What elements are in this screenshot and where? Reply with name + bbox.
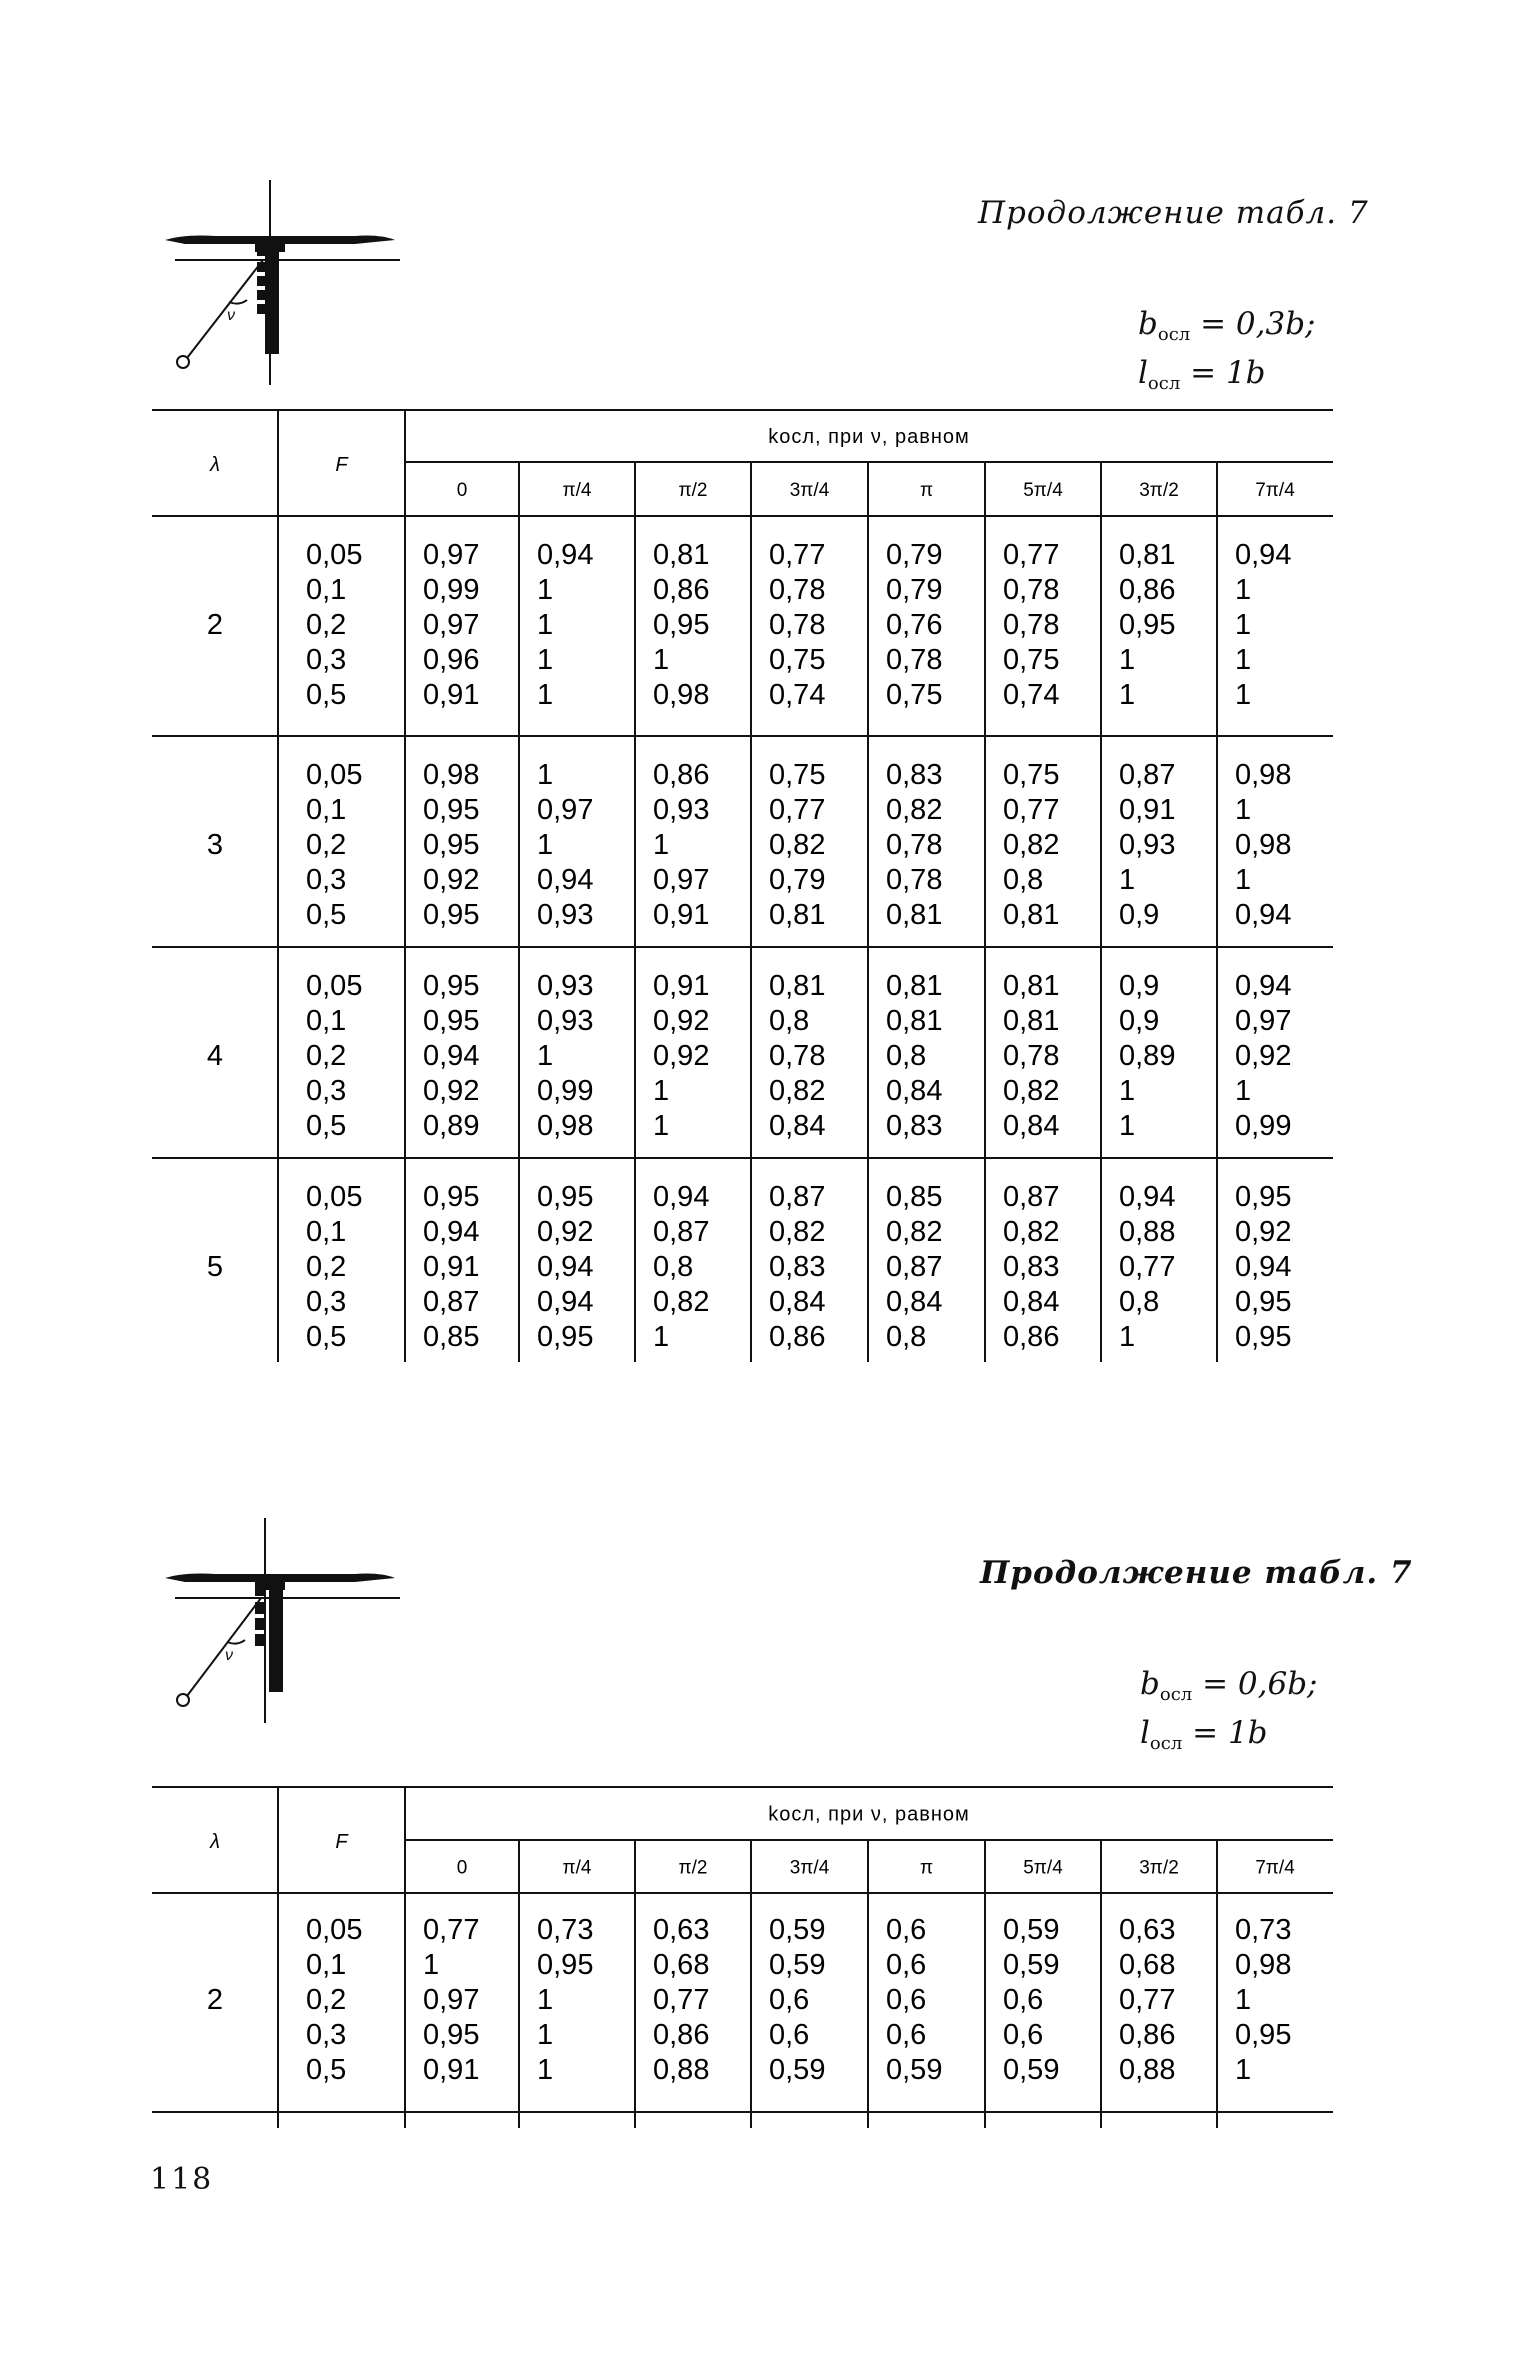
table-cell: 1	[537, 574, 554, 606]
table-cell: 0,85	[423, 1321, 480, 1353]
table-cell: 0,98	[1235, 829, 1292, 861]
table-cell: 0,82	[886, 1216, 943, 1248]
table-cell: 0,86	[1003, 1321, 1060, 1353]
table-cell: 0,77	[769, 794, 826, 826]
lambda-value: 2	[206, 609, 224, 641]
header-angle: 7π/4	[1255, 480, 1295, 501]
f-value: 0,05	[306, 1181, 363, 1213]
table-cell: 0,83	[886, 1110, 943, 1142]
header-f: F	[335, 1831, 348, 1853]
table-cell: 0,94	[1235, 1251, 1292, 1283]
table-cell: 0,82	[1003, 829, 1060, 861]
f-value: 0,3	[306, 2019, 347, 2051]
table-cell: 0,92	[1235, 1216, 1292, 1248]
table-cell: 0,77	[1119, 1984, 1176, 2016]
table-cell: 0,95	[423, 1005, 480, 1037]
table-cell: 0,87	[653, 1216, 710, 1248]
table-cell: 0,81	[1003, 1005, 1060, 1037]
table-cell: 0,97	[537, 794, 594, 826]
table-cell: 1	[537, 2054, 554, 2086]
table-cell: 1	[1235, 1984, 1252, 2016]
f-value: 0,05	[306, 970, 363, 1002]
table-cell: 1	[1119, 644, 1136, 676]
table-cell: 0,95	[537, 1181, 594, 1213]
f-value: 0,2	[306, 829, 347, 861]
table-cell: 0,91	[653, 970, 710, 1002]
table-cell: 0,92	[537, 1216, 594, 1248]
table-cell: 0,75	[1003, 759, 1060, 791]
table-cell: 1	[537, 609, 554, 641]
table-cell: 0,92	[423, 1075, 480, 1107]
dimension-params: $b_{осл} = 0,3b$; $l_{осл} = 1b$	[1138, 306, 1316, 394]
table-cell: 0,91	[423, 2054, 480, 2086]
table-cell: 0,96	[423, 644, 480, 676]
table-cell: 0,6	[1003, 1984, 1044, 2016]
table-cell: 0,78	[769, 574, 826, 606]
table-cell: 0,87	[423, 1286, 480, 1318]
table-cell: 0,91	[1119, 794, 1176, 826]
table-cell: 0,88	[1119, 1216, 1176, 1248]
table-cell: 0,99	[423, 574, 480, 606]
table-cell: 0,82	[769, 829, 826, 861]
header-angle: 0	[456, 480, 468, 501]
table-cell: 0,83	[886, 759, 943, 791]
header-angle: π/2	[678, 480, 708, 501]
table-cell: 0,8	[653, 1251, 694, 1283]
header-f: F	[335, 454, 348, 476]
table-cell: 0,92	[653, 1040, 710, 1072]
f-value: 0,3	[306, 644, 347, 676]
table-cell: 1	[1235, 1075, 1252, 1107]
table-cell: 0,93	[537, 970, 594, 1002]
table-cell: 0,84	[886, 1286, 943, 1318]
table-cell: 0,94	[423, 1216, 480, 1248]
table-cell: 0,75	[1003, 644, 1060, 676]
f-value: 0,1	[306, 794, 347, 826]
f-value: 0,2	[306, 1984, 347, 2016]
table-cell: 0,86	[653, 759, 710, 791]
table-cell: 0,92	[423, 864, 480, 896]
f-value: 0,5	[306, 899, 347, 931]
f-value: 0,5	[306, 1321, 347, 1353]
svg-text:ν: ν	[225, 1647, 233, 1664]
table-cell: 0,86	[653, 2019, 710, 2051]
table-cell: 0,63	[1119, 1914, 1176, 1946]
table-cell: 0,84	[769, 1110, 826, 1142]
table-cell: 0,6	[886, 1984, 927, 2016]
table-cell: 1	[1119, 864, 1136, 896]
table-cell: 1	[653, 1110, 670, 1142]
table-cell: 0,87	[769, 1181, 826, 1213]
table-cell: 0,97	[423, 1984, 480, 2016]
table-cell: 0,97	[423, 609, 480, 641]
table-cell: 0,81	[769, 970, 826, 1002]
table-cell: 1	[1235, 574, 1252, 606]
table-cell: 0,75	[886, 679, 943, 711]
table-cell: 0,73	[537, 1914, 594, 1946]
table-cell: 0,59	[769, 2054, 826, 2086]
f-value: 0,1	[306, 1216, 347, 1248]
table-cell: 1	[1235, 794, 1252, 826]
table-cell: 0,82	[1003, 1075, 1060, 1107]
lambda-value: 4	[206, 1040, 224, 1072]
table-cell: 1	[537, 1984, 554, 2016]
table-cell: 0,95	[537, 1321, 594, 1353]
table-cell: 0,83	[769, 1251, 826, 1283]
table-cell: 0,95	[653, 609, 710, 641]
table-cell: 0,92	[1235, 1040, 1292, 1072]
table-cell: 1	[1235, 609, 1252, 641]
table-cell: 0,78	[769, 1040, 826, 1072]
table-cell: 0,75	[769, 644, 826, 676]
header-angle: π/4	[562, 1857, 592, 1879]
table-cell: 0,6	[886, 1949, 927, 1981]
header-angle: 3π/4	[789, 480, 830, 501]
table-cell: 0,74	[1003, 679, 1060, 711]
table-cell: 0,9	[1119, 1005, 1160, 1037]
table-cell: 0,77	[423, 1914, 480, 1946]
table-cell: 1	[537, 759, 554, 791]
table-cell: 0,94	[537, 539, 594, 571]
header-angle: 3π/2	[1139, 480, 1179, 501]
table-cell: 1	[423, 1949, 440, 1981]
table-cell: 0,77	[1003, 539, 1060, 571]
table-cell: 0,95	[423, 2019, 480, 2051]
f-value: 0,1	[306, 574, 347, 606]
table-cell: 0,6	[769, 2019, 810, 2051]
f-value: 0,2	[306, 609, 347, 641]
table-cell: 0,94	[1235, 539, 1292, 571]
table-cell: 0,78	[769, 609, 826, 641]
table-cell: 0,94	[537, 1286, 594, 1318]
table-cell: 0,8	[769, 1005, 810, 1037]
header-angle: π/2	[678, 1857, 708, 1879]
table-cell: 0,75	[769, 759, 826, 791]
table-cell: 0,81	[1003, 970, 1060, 1002]
table-cell: 0,78	[1003, 574, 1060, 606]
table-caption: Продолжение табл. 7	[980, 1555, 1413, 1591]
table-cell: 0,73	[1235, 1914, 1292, 1946]
table-cell: 0,78	[886, 829, 943, 861]
table-cell: 0,99	[537, 1075, 594, 1107]
table-cell: 0,87	[886, 1251, 943, 1283]
table-cell: 0,95	[423, 899, 480, 931]
table-cell: 1	[653, 829, 670, 861]
table-cell: 0,81	[886, 970, 943, 1002]
page-number: 118	[150, 2162, 214, 2197]
table-cell: 0,95	[423, 794, 480, 826]
header-angle: π/4	[562, 480, 592, 501]
table-cell: 0,78	[886, 644, 943, 676]
table-cell: 0,83	[1003, 1251, 1060, 1283]
table-cell: 0,95	[1119, 609, 1176, 641]
f-value: 0,05	[306, 759, 363, 791]
f-value: 0,5	[306, 2054, 347, 2086]
table-caption: Продолжение табл. 7	[978, 195, 1369, 231]
table-cell: 0,94	[537, 864, 594, 896]
table-cell: 0,89	[1119, 1040, 1176, 1072]
table-cell: 0,94	[1119, 1181, 1176, 1213]
table-cell: 0,59	[769, 1914, 826, 1946]
table-cell: 0,6	[769, 1984, 810, 2016]
table-cell: 0,98	[423, 759, 480, 791]
table-cell: 0,91	[653, 899, 710, 931]
table-cell: 0,78	[886, 864, 943, 896]
table-cell: 0,97	[653, 864, 710, 896]
header-angle: 3π/4	[789, 1857, 830, 1879]
table-cell: 0,94	[423, 1040, 480, 1072]
lambda-value: 5	[206, 1251, 224, 1283]
table-cell: 0,68	[1119, 1949, 1176, 1981]
table-cell: 0,86	[653, 574, 710, 606]
table-cell: 0,82	[769, 1216, 826, 1248]
header-angle: π	[919, 1857, 934, 1879]
table-cell: 0,59	[769, 1949, 826, 1981]
table-cell: 0,77	[769, 539, 826, 571]
table-cell: 0,84	[1003, 1286, 1060, 1318]
table-cell: 0,98	[1235, 759, 1292, 791]
table-cell: 0,86	[1119, 574, 1176, 606]
svg-text:ν: ν	[227, 307, 235, 324]
table-cell: 1	[1119, 1075, 1136, 1107]
table-cell: 0,82	[886, 794, 943, 826]
dimension-params: $b_{осл} = 0,6b$; $l_{осл} = 1b$	[1140, 1666, 1318, 1754]
table-cell: 0,86	[1119, 2019, 1176, 2051]
f-value: 0,05	[306, 539, 363, 571]
table-cell: 0,91	[423, 679, 480, 711]
table-cell: 0,98	[653, 679, 710, 711]
table-cell: 0,84	[886, 1075, 943, 1107]
table-cell: 0,94	[1235, 899, 1292, 931]
table-cell: 0,82	[1003, 1216, 1060, 1248]
table-cell: 0,93	[653, 794, 710, 826]
f-value: 0,2	[306, 1251, 347, 1283]
table-cell: 0,78	[1003, 609, 1060, 641]
table-cell: 1	[653, 644, 670, 676]
table-cell: 0,82	[653, 1286, 710, 1318]
header-lambda: λ	[210, 1831, 220, 1853]
f-value: 0,3	[306, 1286, 347, 1318]
table-cell: 0,77	[1119, 1251, 1176, 1283]
table-cell: 0,82	[769, 1075, 826, 1107]
table-cell: 0,9	[1119, 899, 1160, 931]
table-cell: 0,6	[886, 2019, 927, 2051]
table-cell: 1	[653, 1075, 670, 1107]
table-cell: 0,8	[886, 1321, 927, 1353]
f-value: 0,5	[306, 1110, 347, 1142]
table-cell: 1	[537, 1040, 554, 1072]
lambda-value: 3	[206, 829, 224, 861]
table-cell: 0,8	[1119, 1286, 1160, 1318]
table-cell: 0,78	[1003, 1040, 1060, 1072]
table-cell: 0,81	[886, 1005, 943, 1037]
table-cell: 0,76	[886, 609, 943, 641]
header-lambda: λ	[210, 454, 220, 476]
lambda-value: 2	[206, 1984, 224, 2016]
table-cell: 0,74	[769, 679, 826, 711]
table-cell: 0,95	[423, 829, 480, 861]
table-cell: 0,59	[1003, 1914, 1060, 1946]
table-cell: 1	[1235, 679, 1252, 711]
header-angle: π	[919, 480, 934, 501]
table-cell: 0,97	[423, 539, 480, 571]
table-cell: 1	[1119, 1321, 1136, 1353]
table-cell: 0,59	[1003, 1949, 1060, 1981]
f-value: 0,2	[306, 1040, 347, 1072]
table-cell: 0,98	[537, 1110, 594, 1142]
header-angle: 7π/4	[1255, 1857, 1295, 1879]
table-cell: 0,97	[1235, 1005, 1292, 1037]
header-angle: 0	[456, 1857, 468, 1879]
table-cell: 0,79	[769, 864, 826, 896]
table-cell: 0,87	[1003, 1181, 1060, 1213]
f-value: 0,05	[306, 1914, 363, 1946]
table-cell: 1	[537, 679, 554, 711]
header-group: kосл, при ν, равном	[768, 426, 970, 448]
table-cell: 0,9	[1119, 970, 1160, 1002]
table-cell: 0,91	[423, 1251, 480, 1283]
table-cell: 0,99	[1235, 1110, 1292, 1142]
table-cell: 0,95	[1235, 1181, 1292, 1213]
table-cell: 0,98	[1235, 1949, 1292, 1981]
table-cell: 1	[653, 1321, 670, 1353]
table-cell: 0,77	[653, 1984, 710, 2016]
table-cell: 0,95	[423, 1181, 480, 1213]
table-cell: 1	[1119, 679, 1136, 711]
table-cell: 0,84	[1003, 1110, 1060, 1142]
table-cell: 0,87	[1119, 759, 1176, 791]
header-angle: 5π/4	[1023, 480, 1063, 501]
table-cell: 1	[537, 644, 554, 676]
table-cell: 0,6	[1003, 2019, 1044, 2051]
table-cell: 0,93	[537, 899, 594, 931]
table-cell: 0,88	[653, 2054, 710, 2086]
table-cell: 0,95	[423, 970, 480, 1002]
table-cell: 0,79	[886, 574, 943, 606]
table-cell: 1	[537, 829, 554, 861]
table-cell: 0,59	[1003, 2054, 1060, 2086]
f-value: 0,1	[306, 1949, 347, 1981]
table-cell: 0,95	[1235, 1286, 1292, 1318]
f-value: 0,1	[306, 1005, 347, 1037]
header-angle: 3π/2	[1139, 1857, 1179, 1879]
table-cell: 0,81	[653, 539, 710, 571]
table-cell: 0,84	[769, 1286, 826, 1318]
table-cell: 0,94	[537, 1251, 594, 1283]
table-cell: 0,81	[886, 899, 943, 931]
table-cell: 0,8	[886, 1040, 927, 1072]
table-cell: 0,63	[653, 1914, 710, 1946]
table-cell: 0,92	[653, 1005, 710, 1037]
table-cell: 1	[1235, 644, 1252, 676]
table-cell: 0,93	[1119, 829, 1176, 861]
header-group: kосл, при ν, равном	[768, 1803, 970, 1826]
table-cell: 0,77	[1003, 794, 1060, 826]
table-cell: 0,95	[1235, 1321, 1292, 1353]
table-cell: 0,85	[886, 1181, 943, 1213]
table-cell: 0,94	[1235, 970, 1292, 1002]
table-cell: 0,81	[1119, 539, 1176, 571]
table-cell: 0,81	[769, 899, 826, 931]
table-cell: 0,68	[653, 1949, 710, 1981]
table-cell: 0,95	[1235, 2019, 1292, 2051]
table-cell: 0,6	[886, 1914, 927, 1946]
table-cell: 0,86	[769, 1321, 826, 1353]
table-cell: 1	[1119, 1110, 1136, 1142]
table-cell: 0,8	[1003, 864, 1044, 896]
table-cell: 1	[537, 2019, 554, 2051]
table-cell: 0,59	[886, 2054, 943, 2086]
table-cell: 0,93	[537, 1005, 594, 1037]
f-value: 0,5	[306, 679, 347, 711]
table-cell: 0,89	[423, 1110, 480, 1142]
table-cell: 0,88	[1119, 2054, 1176, 2086]
table-cell: 1	[1235, 2054, 1252, 2086]
f-value: 0,3	[306, 1075, 347, 1107]
f-value: 0,3	[306, 864, 347, 896]
table-cell: 1	[1235, 864, 1252, 896]
table-cell: 0,81	[1003, 899, 1060, 931]
header-angle: 5π/4	[1023, 1857, 1063, 1879]
table-cell: 0,95	[537, 1949, 594, 1981]
table-cell: 0,79	[886, 539, 943, 571]
table-cell: 0,94	[653, 1181, 710, 1213]
